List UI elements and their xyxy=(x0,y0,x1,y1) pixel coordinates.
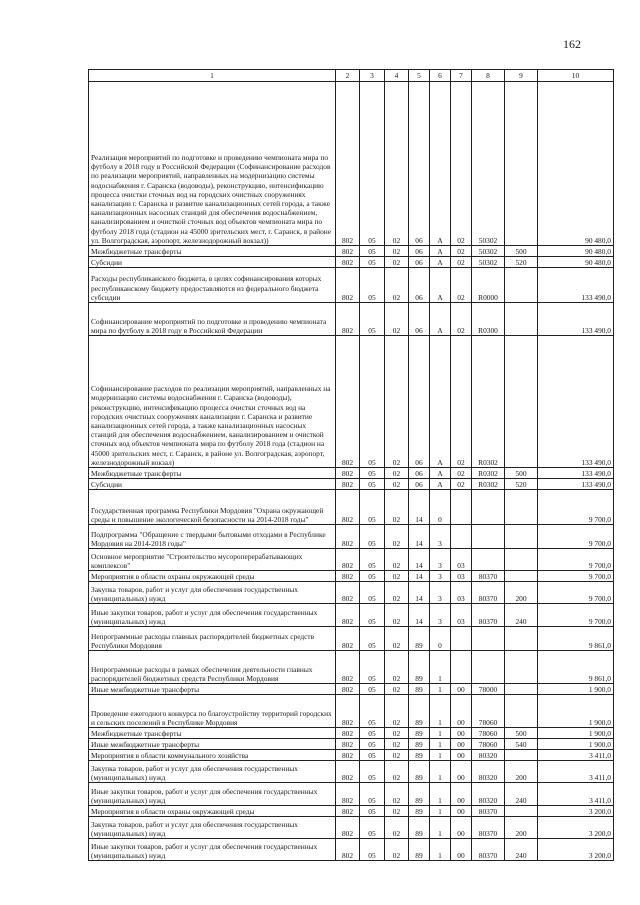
code-subprogram: 1 xyxy=(430,761,451,783)
table-row xyxy=(89,582,614,604)
table-row xyxy=(89,695,614,728)
code-ministry: 802 xyxy=(336,303,360,336)
code-section: 05 xyxy=(360,761,385,783)
code-expense-type: 240 xyxy=(505,783,538,806)
code-subsection: 02 xyxy=(385,246,409,257)
code-subsection: 02 xyxy=(385,549,409,571)
code-section: 05 xyxy=(360,695,385,728)
code-ministry: 802 xyxy=(336,479,360,490)
code-program: 89 xyxy=(409,817,430,839)
code-expense-type: 500 xyxy=(505,728,538,739)
row-amount: 1 900,0 xyxy=(538,695,614,728)
code-subprogram: 1 xyxy=(430,806,451,817)
code-direction: R0302 xyxy=(472,479,505,490)
code-program: 06 xyxy=(409,303,430,336)
code-section: 05 xyxy=(360,627,385,651)
code-subsection: 02 xyxy=(385,582,409,604)
code-subsection: 02 xyxy=(385,490,409,525)
code-subsection: 02 xyxy=(385,806,409,817)
code-subprogram: 3 xyxy=(430,604,451,627)
code-program: 06 xyxy=(409,479,430,490)
row-amount: 3 200,0 xyxy=(538,806,614,817)
table-row xyxy=(89,783,614,806)
row-description: Мероприятия в области охраны окружающей среды xyxy=(89,571,336,582)
code-event: 02 xyxy=(451,268,472,303)
code-direction: 80370 xyxy=(472,604,505,627)
row-description: Закупка товаров, работ и услуг для обеспечения государственных (муниципальных) нужд xyxy=(89,761,336,783)
table-row xyxy=(89,303,614,336)
code-direction: 50302 xyxy=(472,257,505,268)
row-amount: 9 861,0 xyxy=(538,651,614,684)
row-amount: 9 700,0 xyxy=(538,549,614,571)
code-event: 00 xyxy=(451,750,472,761)
code-subsection: 02 xyxy=(385,750,409,761)
code-section: 05 xyxy=(360,582,385,604)
code-section: 05 xyxy=(360,739,385,750)
code-event: 03 xyxy=(451,549,472,571)
table-row xyxy=(89,604,614,627)
code-subsection: 02 xyxy=(385,257,409,268)
code-direction xyxy=(472,627,505,651)
code-ministry: 802 xyxy=(336,728,360,739)
code-expense-type xyxy=(505,303,538,336)
table-row xyxy=(89,684,614,695)
code-subsection: 02 xyxy=(385,695,409,728)
code-section: 05 xyxy=(360,817,385,839)
code-expense-type: 540 xyxy=(505,739,538,750)
code-subsection: 02 xyxy=(385,268,409,303)
code-section: 05 xyxy=(360,684,385,695)
row-description: Проведение ежегодного конкурса по благоустройству территорий городских и сельских поселений в Республике Мордовия xyxy=(89,695,336,728)
code-section: 05 xyxy=(360,268,385,303)
code-direction xyxy=(472,651,505,684)
code-subsection: 02 xyxy=(385,817,409,839)
code-ministry: 802 xyxy=(336,761,360,783)
code-expense-type xyxy=(505,82,538,246)
code-section: 05 xyxy=(360,525,385,549)
code-subprogram: А xyxy=(430,246,451,257)
code-program: 06 xyxy=(409,82,430,246)
table-row xyxy=(89,839,614,861)
code-direction: 80320 xyxy=(472,783,505,806)
code-ministry: 802 xyxy=(336,82,360,246)
code-ministry: 802 xyxy=(336,839,360,861)
code-subprogram: 1 xyxy=(430,739,451,750)
row-amount: 133 490,0 xyxy=(538,303,614,336)
row-amount: 1 900,0 xyxy=(538,739,614,750)
code-event xyxy=(451,525,472,549)
code-expense-type: 240 xyxy=(505,839,538,861)
code-subprogram: 1 xyxy=(430,695,451,728)
code-direction: 80320 xyxy=(472,761,505,783)
code-event: 03 xyxy=(451,604,472,627)
code-section: 05 xyxy=(360,839,385,861)
code-subprogram: 1 xyxy=(430,817,451,839)
code-subprogram: А xyxy=(430,268,451,303)
code-subprogram: А xyxy=(430,303,451,336)
code-event: 00 xyxy=(451,806,472,817)
code-ministry: 802 xyxy=(336,490,360,525)
code-event: 00 xyxy=(451,728,472,739)
code-subsection: 02 xyxy=(385,82,409,246)
code-expense-type: 240 xyxy=(505,604,538,627)
code-program: 06 xyxy=(409,468,430,479)
code-event: 00 xyxy=(451,739,472,750)
table-row xyxy=(89,246,614,257)
code-program: 89 xyxy=(409,684,430,695)
code-expense-type: 200 xyxy=(505,582,538,604)
code-expense-type xyxy=(505,490,538,525)
code-program: 06 xyxy=(409,257,430,268)
code-direction xyxy=(472,525,505,549)
code-direction: 80370 xyxy=(472,817,505,839)
table-row xyxy=(89,761,614,783)
code-expense-type xyxy=(505,695,538,728)
column-header: 10 xyxy=(538,70,614,82)
code-subsection: 02 xyxy=(385,739,409,750)
code-event: 03 xyxy=(451,582,472,604)
code-ministry: 802 xyxy=(336,268,360,303)
row-description: Непрограммные расходы главных распорядителей бюджетных средств Республики Мордовия xyxy=(89,627,336,651)
row-description: Межбюджетные трансферты xyxy=(89,728,336,739)
code-section: 05 xyxy=(360,783,385,806)
table-row xyxy=(89,257,614,268)
table-row xyxy=(89,750,614,761)
row-amount: 1 900,0 xyxy=(538,684,614,695)
code-section: 05 xyxy=(360,490,385,525)
code-program: 14 xyxy=(409,604,430,627)
code-ministry: 802 xyxy=(336,336,360,468)
code-section: 05 xyxy=(360,651,385,684)
code-subsection: 02 xyxy=(385,761,409,783)
code-direction: R0300 xyxy=(472,303,505,336)
code-ministry: 802 xyxy=(336,257,360,268)
code-expense-type: 500 xyxy=(505,468,538,479)
code-direction: 80370 xyxy=(472,571,505,582)
code-direction: 80320 xyxy=(472,750,505,761)
code-program: 89 xyxy=(409,806,430,817)
code-subprogram: 3 xyxy=(430,582,451,604)
code-ministry: 802 xyxy=(336,783,360,806)
row-description: Межбюджетные трансферты xyxy=(89,246,336,257)
code-subprogram: 1 xyxy=(430,728,451,739)
code-subprogram: А xyxy=(430,82,451,246)
code-program: 06 xyxy=(409,336,430,468)
code-ministry: 802 xyxy=(336,750,360,761)
code-direction: 80370 xyxy=(472,839,505,861)
code-event: 00 xyxy=(451,761,472,783)
table-row xyxy=(89,739,614,750)
code-ministry: 802 xyxy=(336,604,360,627)
code-program: 06 xyxy=(409,268,430,303)
table-row xyxy=(89,817,614,839)
code-event: 00 xyxy=(451,783,472,806)
code-ministry: 802 xyxy=(336,806,360,817)
column-header: 9 xyxy=(505,70,538,82)
table-row xyxy=(89,336,614,468)
code-subsection: 02 xyxy=(385,684,409,695)
code-subsection: 02 xyxy=(385,336,409,468)
code-program: 14 xyxy=(409,549,430,571)
code-ministry: 802 xyxy=(336,695,360,728)
code-expense-type: 200 xyxy=(505,761,538,783)
code-program: 14 xyxy=(409,582,430,604)
code-subsection: 02 xyxy=(385,728,409,739)
table-row xyxy=(89,468,614,479)
row-description: Реализация мероприятий по подготовке и проведению чемпионата мира по футболу в 2018 году в Российской Федерации (Софинансирование расходов по реализации мероприятий, направленных на модернизацию системы водоснабжения г. Саранска (водоводы), реконструкцию, интенсификацию процесса очистки сточных вод на городских очистных сооружениях канализации г. Саранска и развитие канализационных сетей города, а также канализационных насосных станций для обеспечения водоснабжением, канализированием и очисткой сточных вод объектов чемпионата мира по футболу 2018 года (стадион на 45000 зрительских мест, г. Саранск, в районе ул. Волгоградская, аэропорт, железнодорожный вокзал)) xyxy=(89,82,336,246)
code-expense-type xyxy=(505,549,538,571)
row-description: Закупка товаров, работ и услуг для обеспечения государственных (муниципальных) нужд xyxy=(89,582,336,604)
code-subprogram: А xyxy=(430,336,451,468)
code-section: 05 xyxy=(360,468,385,479)
code-event xyxy=(451,627,472,651)
code-expense-type: 500 xyxy=(505,246,538,257)
row-description: Расходы республиканского бюджета, в целях софинансирования которых республиканскому бюджету предоставляются из федерального бюджета субсидии xyxy=(89,268,336,303)
row-amount: 9 700,0 xyxy=(538,582,614,604)
code-direction xyxy=(472,549,505,571)
row-description: Подпрограмма "Обращение с твердыми бытовыми отходами в Республике Мордовия на 2014-2018 годы" xyxy=(89,525,336,549)
code-subprogram: А xyxy=(430,468,451,479)
code-section: 05 xyxy=(360,604,385,627)
code-subsection: 02 xyxy=(385,303,409,336)
row-description: Непрограммные расходы в рамках обеспечения деятельности главных распорядителей бюджетных средств Республики Мордовия xyxy=(89,651,336,684)
code-section: 05 xyxy=(360,549,385,571)
code-program: 14 xyxy=(409,490,430,525)
code-program: 89 xyxy=(409,839,430,861)
code-event: 02 xyxy=(451,479,472,490)
code-event: 02 xyxy=(451,303,472,336)
code-subprogram: 3 xyxy=(430,525,451,549)
code-expense-type xyxy=(505,750,538,761)
code-subprogram: 3 xyxy=(430,571,451,582)
code-expense-type: 520 xyxy=(505,257,538,268)
code-program: 89 xyxy=(409,739,430,750)
row-amount: 133 490,0 xyxy=(538,336,614,468)
code-section: 05 xyxy=(360,82,385,246)
code-event: 00 xyxy=(451,684,472,695)
code-direction: 78060 xyxy=(472,739,505,750)
code-section: 05 xyxy=(360,806,385,817)
code-program: 89 xyxy=(409,783,430,806)
row-description: Софинансирование расходов по реализации мероприятий, направленных на модернизацию системы водоснабжения г. Саранска (водоводы), реконструкцию, интенсификацию процесса очистки сточных вод на городских очистных сооружениях канализации г. Саранска и развитие канализационных сетей города, а также канализационных насосных станций для обеспечения водоснабжением, канализированием и очисткой сточных вод объектов чемпионата мира по футболу 2018 года (стадион на 45000 зрительских мест, г. Саранск, в районе ул. Волгоградская, аэропорт, железнодорожный вокзал) xyxy=(89,336,336,468)
row-amount: 9 700,0 xyxy=(538,490,614,525)
row-amount: 3 411,0 xyxy=(538,783,614,806)
code-event: 00 xyxy=(451,817,472,839)
code-subprogram: 0 xyxy=(430,490,451,525)
row-amount: 1 900,0 xyxy=(538,728,614,739)
row-amount: 9 700,0 xyxy=(538,571,614,582)
code-program: 89 xyxy=(409,695,430,728)
code-subprogram: 1 xyxy=(430,839,451,861)
column-header: 2 xyxy=(336,70,360,82)
code-program: 89 xyxy=(409,761,430,783)
table-row xyxy=(89,627,614,651)
code-section: 05 xyxy=(360,750,385,761)
code-section: 05 xyxy=(360,479,385,490)
code-expense-type xyxy=(505,627,538,651)
code-direction: 80370 xyxy=(472,806,505,817)
code-ministry: 802 xyxy=(336,582,360,604)
code-section: 05 xyxy=(360,257,385,268)
code-expense-type xyxy=(505,571,538,582)
code-program: 89 xyxy=(409,627,430,651)
code-direction: R0000 xyxy=(472,268,505,303)
code-subprogram: 1 xyxy=(430,651,451,684)
row-amount: 133 490,0 xyxy=(538,268,614,303)
code-expense-type xyxy=(505,806,538,817)
budget-table xyxy=(88,69,614,861)
code-subsection: 02 xyxy=(385,571,409,582)
row-description: Мероприятия в области коммунального хозяйства xyxy=(89,750,336,761)
row-amount: 90 480,0 xyxy=(538,257,614,268)
code-direction: R0302 xyxy=(472,468,505,479)
code-direction: 50302 xyxy=(472,82,505,246)
table-row xyxy=(89,806,614,817)
table-row xyxy=(89,82,614,246)
table-row xyxy=(89,479,614,490)
code-direction: 80370 xyxy=(472,582,505,604)
code-section: 05 xyxy=(360,246,385,257)
code-expense-type xyxy=(505,651,538,684)
code-subsection: 02 xyxy=(385,839,409,861)
code-expense-type xyxy=(505,268,538,303)
code-event xyxy=(451,651,472,684)
code-ministry: 802 xyxy=(336,817,360,839)
row-amount: 90 480,0 xyxy=(538,82,614,246)
code-subsection: 02 xyxy=(385,783,409,806)
code-event xyxy=(451,490,472,525)
code-subprogram: 3 xyxy=(430,549,451,571)
code-section: 05 xyxy=(360,728,385,739)
code-subsection: 02 xyxy=(385,468,409,479)
row-amount: 90 480,0 xyxy=(538,246,614,257)
row-description: Иные межбюджетные трансферты xyxy=(89,684,336,695)
code-event: 02 xyxy=(451,257,472,268)
code-direction: 78060 xyxy=(472,728,505,739)
code-direction: R0302 xyxy=(472,336,505,468)
row-amount: 133 490,0 xyxy=(538,468,614,479)
column-header: 5 xyxy=(409,70,430,82)
code-event: 02 xyxy=(451,468,472,479)
code-direction: 78060 xyxy=(472,695,505,728)
table-header-row xyxy=(89,70,614,82)
code-expense-type xyxy=(505,525,538,549)
row-description: Закупка товаров, работ и услуг для обеспечения государственных (муниципальных) нужд xyxy=(89,817,336,839)
code-ministry: 802 xyxy=(336,627,360,651)
code-expense-type: 520 xyxy=(505,479,538,490)
code-subsection: 02 xyxy=(385,479,409,490)
code-program: 89 xyxy=(409,651,430,684)
column-header: 3 xyxy=(360,70,385,82)
column-header: 4 xyxy=(385,70,409,82)
code-subsection: 02 xyxy=(385,627,409,651)
code-ministry: 802 xyxy=(336,549,360,571)
row-description: Мероприятия в области охраны окружающей среды xyxy=(89,806,336,817)
code-ministry: 802 xyxy=(336,739,360,750)
code-subprogram: 1 xyxy=(430,750,451,761)
code-subprogram: А xyxy=(430,479,451,490)
row-description: Основное мероприятие "Строительство мусороперерабатывающих комплексов" xyxy=(89,549,336,571)
column-header: 6 xyxy=(430,70,451,82)
code-ministry: 802 xyxy=(336,525,360,549)
code-direction: 78000 xyxy=(472,684,505,695)
row-description: Субсидии xyxy=(89,257,336,268)
code-expense-type xyxy=(505,684,538,695)
row-amount: 3 411,0 xyxy=(538,761,614,783)
code-expense-type xyxy=(505,336,538,468)
code-direction: 50302 xyxy=(472,246,505,257)
row-description: Иные закупки товаров, работ и услуг для обеспечения государственных (муниципальных) нужд xyxy=(89,783,336,806)
row-amount: 133 490,0 xyxy=(538,479,614,490)
row-amount: 9 700,0 xyxy=(538,525,614,549)
code-ministry: 802 xyxy=(336,246,360,257)
table-row xyxy=(89,549,614,571)
code-program: 14 xyxy=(409,525,430,549)
code-ministry: 802 xyxy=(336,468,360,479)
row-description: Иные закупки товаров, работ и услуг для обеспечения государственных (муниципальных) нужд xyxy=(89,839,336,861)
code-program: 89 xyxy=(409,750,430,761)
column-header: 8 xyxy=(472,70,505,82)
code-subprogram: 0 xyxy=(430,627,451,651)
column-header: 7 xyxy=(451,70,472,82)
table-row xyxy=(89,490,614,525)
code-ministry: 802 xyxy=(336,684,360,695)
code-subsection: 02 xyxy=(385,525,409,549)
code-ministry: 802 xyxy=(336,571,360,582)
code-subprogram: 1 xyxy=(430,684,451,695)
code-program: 89 xyxy=(409,728,430,739)
row-description: Межбюджетные трансферты xyxy=(89,468,336,479)
row-description: Иные закупки товаров, работ и услуг для обеспечения государственных (муниципальных) нужд xyxy=(89,604,336,627)
row-amount: 3 200,0 xyxy=(538,817,614,839)
code-section: 05 xyxy=(360,571,385,582)
code-program: 06 xyxy=(409,246,430,257)
code-program: 14 xyxy=(409,571,430,582)
table-row xyxy=(89,268,614,303)
code-event: 03 xyxy=(451,571,472,582)
row-description: Софинансирование мероприятий по подготовке и проведению чемпионата мира по футболу в 2018 году в Российской Федерации xyxy=(89,303,336,336)
code-event: 02 xyxy=(451,246,472,257)
row-description: Иные межбюджетные трансферты xyxy=(89,739,336,750)
row-description: Субсидии xyxy=(89,479,336,490)
row-amount: 3 411,0 xyxy=(538,750,614,761)
table-row xyxy=(89,571,614,582)
table-row xyxy=(89,651,614,684)
code-section: 05 xyxy=(360,303,385,336)
row-amount: 9 700,0 xyxy=(538,604,614,627)
code-event: 00 xyxy=(451,695,472,728)
code-event: 02 xyxy=(451,82,472,246)
code-section: 05 xyxy=(360,336,385,468)
code-expense-type: 200 xyxy=(505,817,538,839)
row-description: Государственная программа Республики Мордовия "Охрана окружающей среды и повышение экологической безопасности на 2014-2018 годы" xyxy=(89,490,336,525)
row-amount: 3 200,0 xyxy=(538,839,614,861)
code-direction xyxy=(472,490,505,525)
code-subsection: 02 xyxy=(385,604,409,627)
code-subprogram: 1 xyxy=(430,783,451,806)
table-row xyxy=(89,525,614,549)
column-header: 1 xyxy=(89,70,336,82)
code-ministry: 802 xyxy=(336,651,360,684)
code-subprogram: А xyxy=(430,257,451,268)
row-amount: 9 861,0 xyxy=(538,627,614,651)
code-event: 02 xyxy=(451,336,472,468)
table-row xyxy=(89,728,614,739)
code-subsection: 02 xyxy=(385,651,409,684)
page-number: 162 xyxy=(563,37,581,51)
code-event: 00 xyxy=(451,839,472,861)
